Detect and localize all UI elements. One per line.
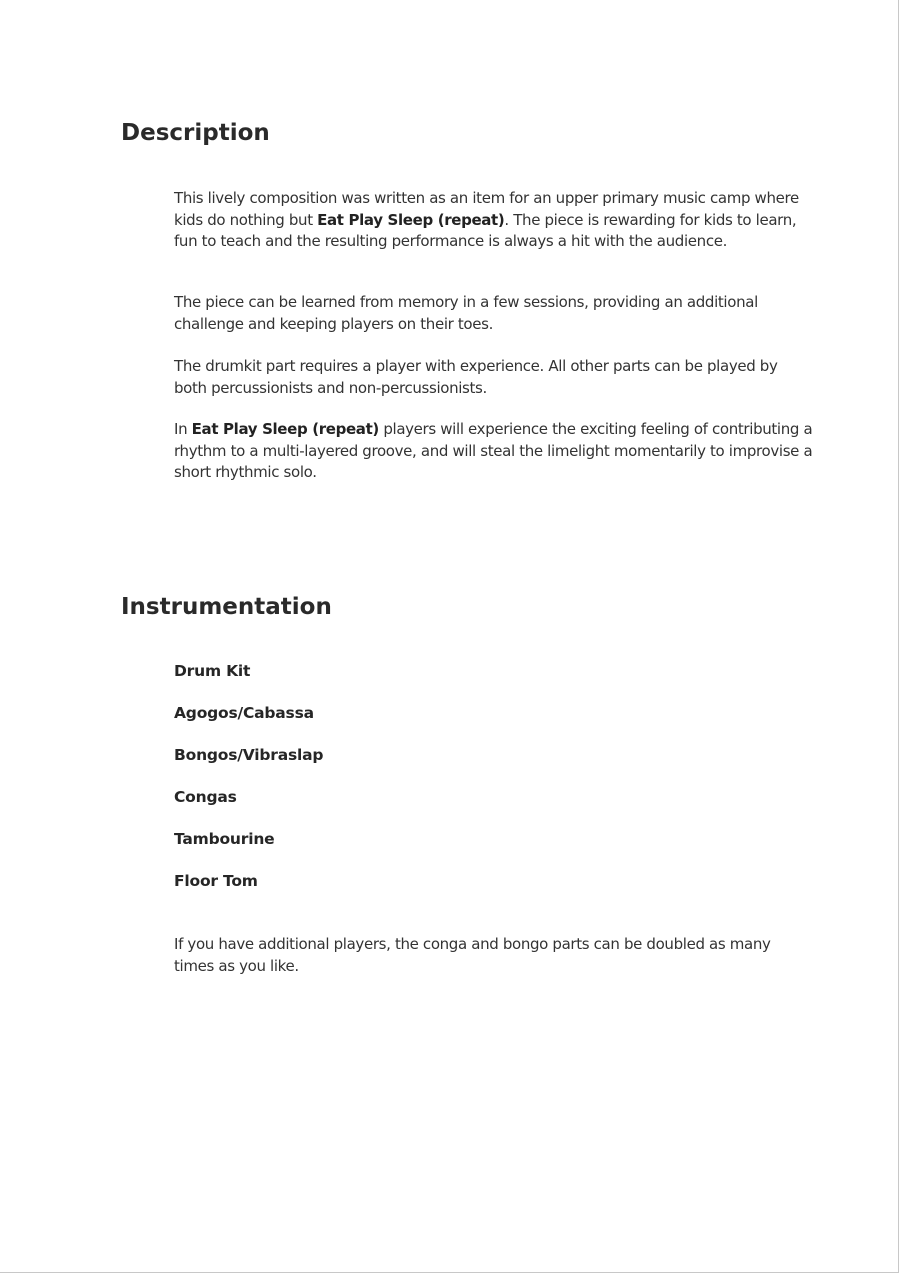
instrument-item-agogos-cabassa: Agogos/Cabassa — [174, 704, 314, 722]
instrument-item-drum-kit: Drum Kit — [174, 662, 251, 680]
description-paragraph-2: The piece can be learned from memory in a few sessions, providing an additional challenge and keeping players on their toes. — [174, 293, 758, 333]
paragraph-text: players will experience the exciting feeling of contributing a rhythm to a multi-layered groove, and will steal the limelight momentarily to improvise a short rhythmic solo. — [174, 420, 813, 481]
paragraph-text: This lively composition was written as an item for an upper primary music camp where kids do nothing but — [174, 189, 799, 229]
description-paragraph-3: The drumkit part requires a player with experience. All other parts can be played by both percussionists and non-percussionists. — [174, 357, 778, 397]
instrument-item-floor-tom: Floor Tom — [174, 872, 258, 890]
description-heading: Description — [121, 120, 270, 146]
instrument-item-tambourine: Tambourine — [174, 830, 275, 848]
additional-players-note: If you have additional players, the conga and bongo parts can be doubled as many times as you like. — [174, 935, 771, 975]
title-emphasis: Eat Play Sleep (repeat) — [317, 210, 505, 229]
instrument-item-congas: Congas — [174, 788, 237, 806]
instrumentation-heading: Instrumentation — [121, 594, 332, 620]
title-emphasis: Eat Play Sleep (repeat) — [191, 420, 379, 438]
description-paragraph-4 — [174, 419, 814, 484]
paragraph-text: . The piece is rewarding for kids to learn, fun to teach and the resulting performance is always a hit with the audience. — [174, 210, 797, 250]
paragraph-text: In — [174, 420, 192, 438]
instrument-item-bongos-vibraslap: Bongos/Vibraslap — [174, 746, 324, 764]
instrument-list — [174, 660, 323, 912]
description-paragraph-1 — [174, 188, 814, 253]
